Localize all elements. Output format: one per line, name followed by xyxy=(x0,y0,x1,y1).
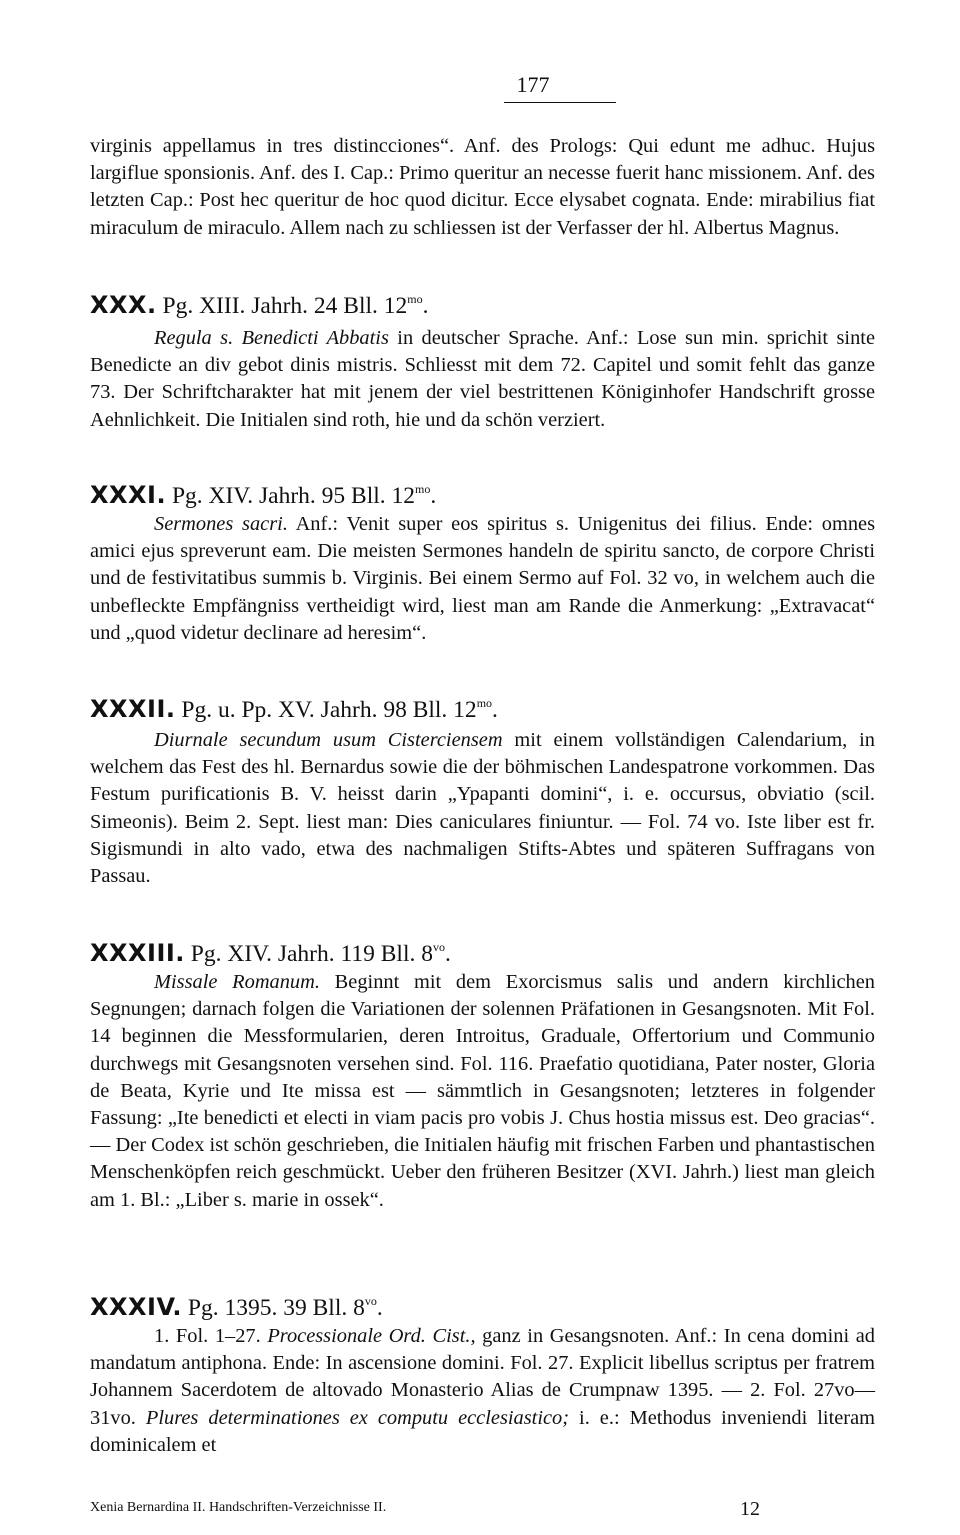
entry-numeral: XXX. xyxy=(90,291,157,319)
entry-text: mit einem vollständigen Calendarium, in welchem das Fest des hl. Bernardus sowie die der böhmischen Landespatrone vorkommen. Das Festum purificationis B. V. heisst darin „Ypapanti domini“, i. e. occursus, obviatio (scil. Simeonis). Beim 2. Sept. liest man: Dies caniculares finiuntur. — Fol. 74 vo. Iste liber est fr. Sigismundi in alto vado, etwa des nachmaligen Stifts-Abtes und späteren Suffragans von Passau. xyxy=(90,729,875,888)
entry-text: in deutscher Sprache. Anf.: Lose sun min. sprichit sinte Benedicte an div gebot dinis mistris. Schliesst mit dem 72. Capitel und somit fehlt das ganze 73. Der Schriftcharakter hat mit jenem der viel bestrittenen Königinhofer Handschrift grosse Aehnlichkeit. Die Initialen sind roth, hie und da schön verziert. xyxy=(90,327,875,431)
entry-numeral: XXXIV. xyxy=(90,1293,183,1321)
signature-line: Xenia Bernardina II. Handschriften-Verzeichnisse II. xyxy=(90,1500,387,1515)
entry-heading-xxx: XXX. Pg. XIII. Jahrh. 24 Bll. $12^{mo}$. xyxy=(90,291,429,319)
entry-body-xxx xyxy=(90,325,875,434)
format-superscript: mo xyxy=(415,482,431,496)
format-superscript: vo xyxy=(364,1294,377,1308)
entry-heading-text: Pg. XIV. Jahrh. 95 Bll. 12 xyxy=(171,483,416,509)
continuation-paragraph: virginis appellamus in tres distincciones“. Anf. des Prologs: Qui edunt me adhuc. Hujus largiflue sponsionis. Anf. des I. Cap.: Primo queritur an necesse fuerit hanc missionem. Anf. des letzten Cap.: Post hec queritur de hoc quod dicitur. Ecce elysabet cognata. Ende: mirabilius fiat miraculum de miraculo. Allem nach zu schliessen ist der Verfasser der hl. Albertus Magnus. xyxy=(90,135,875,239)
entry-text: 1. Fol. 1–27. xyxy=(154,1325,268,1347)
entry-title: Plures determinationes ex computu ecclesiastico; xyxy=(145,1406,570,1429)
entry-title: Regula s. Benedicti Abbatis xyxy=(154,327,389,349)
sheet-number: 12 xyxy=(740,1498,760,1520)
entry-title: Diurnale secundum usum Cisterciensem xyxy=(154,729,503,751)
entry-title: Missale Romanum. xyxy=(154,971,320,993)
page-number-rule xyxy=(504,102,616,103)
entry-heading-text: Pg. XIII. Jahrh. 24 Bll. 12 xyxy=(162,293,408,319)
entry-body-xxxiv xyxy=(90,1323,875,1459)
page-number: 177 xyxy=(516,72,550,97)
entry-heading-xxxiv: XXXIV. Pg. 1395. 39 Bll. $8^{vo}$. xyxy=(90,1293,383,1321)
entry-title: Sermones sacri. xyxy=(154,513,288,535)
entry-text: Anf.: Venit super eos spiritus s. Unigenitus dei filius. Ende: omnes amici ejus spreverunt eam. Die meisten Sermones handeln de spiritu sancto, de corpore Christi und de festivitatibus summis b. Virginis. Bei einem Sermo auf Fol. 32 vo, in welchem auch die unbefleckte Empfängniss vertheidigt wird, liest man am Rande die Anmerkung: „Extravacat“ und „quod videtur declinare ad heresim“. xyxy=(90,513,876,644)
entry-text: ganz in Gesangsnoten. Anf.: In cena domini ad mandatum antiphona. Ende: In ascensione domini. Fol. 27. Explicit libellus scriptus per fratrem Johannem Sacerdotem de altovado Monasterio Alias de Crumpnaw 1395. — 2. Fol. 27vo—31vo. xyxy=(90,1325,875,1429)
entry-heading-xxxiii: XXXIII. Pg. XIV. Jahrh. 119 Bll. $8^{vo}$. xyxy=(90,939,451,967)
entry-text: Beginnt mit dem Exorcismus salis und andern kirchlichen Segnungen; darnach folgen die Variationen der solennen Präfationen in Gesangsnoten. Mit Fol. 14 beginnen die Messformularien, deren Introitus, Graduale, Offertorium und Communio durchwegs mit Gesangsnoten versehen sind. Fol. 116. Praefatio quotidiana, Pater noster, Gloria de Beata, Kyrie und Ite missa est — sämmtlich in Gesangsnoten; letzteres in folgender Fassung: „Ite benedicti et electi in viam pacis pro vobis J. Chus hostia missus est. Deo gracias“. — Der Codex ist schön geschrieben, die Initialen häufig mit frischen Farben und phantastischen Menschenköpfen reich geschmückt. Ueber den früheren Besitzer (XVI. Jahrh.) liest man gleich am 1. Bl.: „Liber s. marie in ossek“. xyxy=(90,971,875,1211)
entry-heading-text: Pg. XIV. Jahrh. 119 Bll. 8 xyxy=(190,941,433,967)
format-superscript: mo xyxy=(476,696,493,710)
entry-body-xxxii xyxy=(90,727,875,890)
entry-text: i. e.: Methodus inveniendi literam dominicalem et xyxy=(90,1406,876,1456)
entry-heading-text: Pg. 1395. 39 Bll. 8 xyxy=(187,1295,365,1321)
format-superscript: vo xyxy=(433,940,445,954)
entry-heading-xxxi: XXXI. Pg. XIV. Jahrh. 95 Bll. $12^{mo}$. xyxy=(90,481,437,509)
entry-numeral: XXXI. xyxy=(90,481,167,509)
format-superscript: mo xyxy=(407,292,423,306)
entry-numeral: XXXIII. xyxy=(90,939,185,967)
entry-heading-xxxii: XXXII. Pg. u. Pp. XV. Jahrh. 98 Bll. $12^{mo}$. xyxy=(90,695,498,723)
entry-body-xxxi xyxy=(90,511,875,647)
entry-heading-text: Pg. u. Pp. XV. Jahrh. 98 Bll. 12 xyxy=(181,697,477,723)
entry-body-xxxiii xyxy=(90,969,875,1214)
entry-numeral: XXXII. xyxy=(90,695,176,723)
entry-title: Processionale Ord. Cist., xyxy=(267,1325,476,1347)
